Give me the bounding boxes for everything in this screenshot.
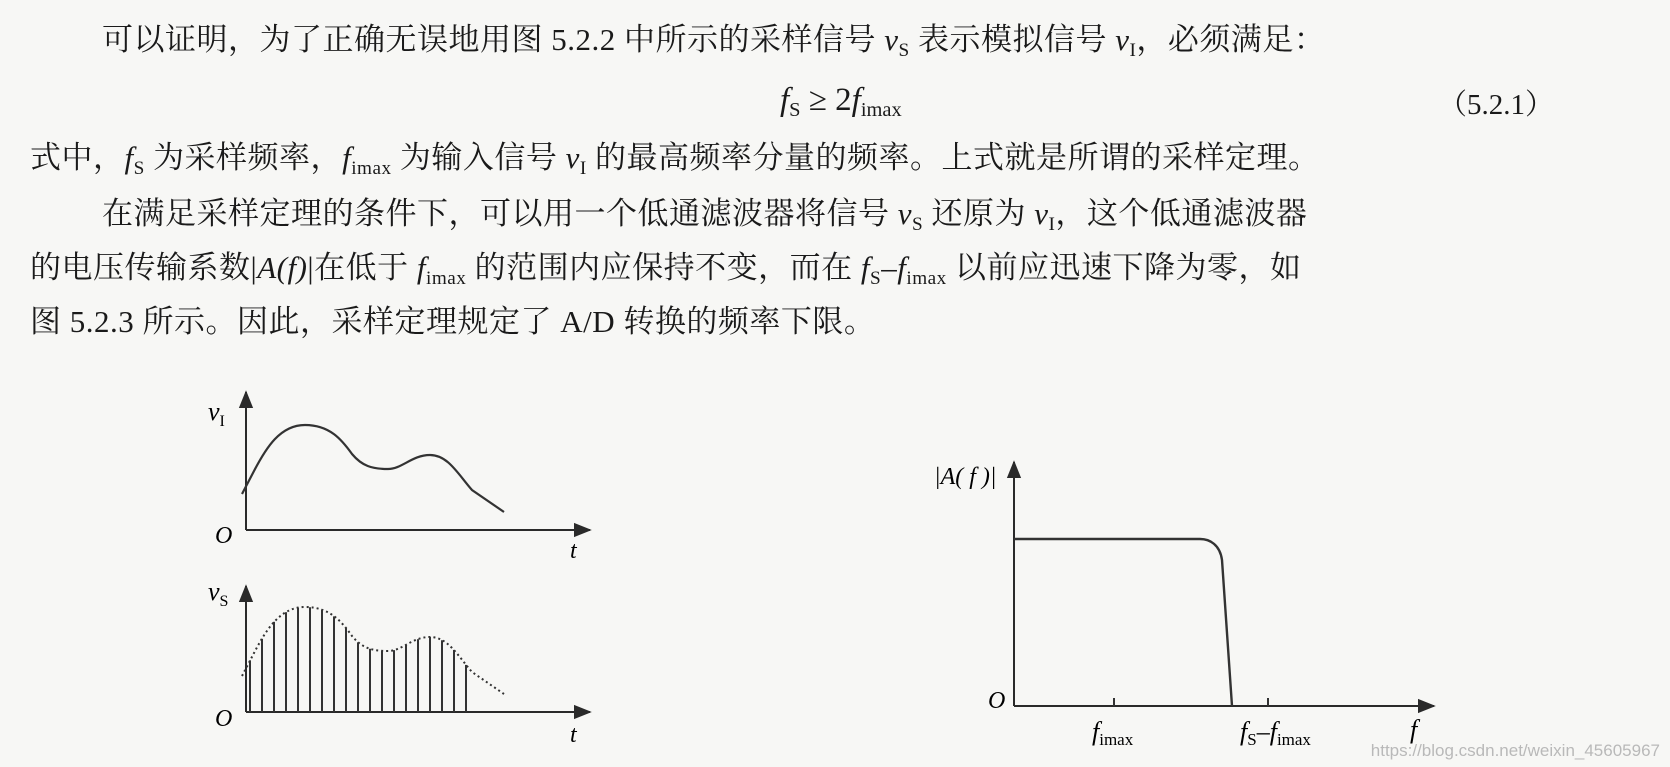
filter-ylabel: |A( f )| (934, 464, 997, 490)
paragraph-3-line-2: 的电压传输系数|A(f)|在低于 $f_{imax}$ 的范围内应保持不变，而在 $f_S-f_{imax}$ 以前应迅速下降为零，如 (30, 250, 1302, 289)
sampled-envelope-dotted (242, 607, 504, 694)
bottom-origin-label: O (215, 706, 233, 732)
equation-number: （5.2.1） (1438, 89, 1555, 121)
filter-xlabel: f (1410, 715, 1418, 744)
filter-origin-label: O (988, 688, 1006, 714)
watermark: https://blog.csdn.net/weixin_45605967 (1370, 741, 1660, 760)
paragraph-2: 式中，$f_S$ 为采样频率，$f_{imax}$ 为输入信号 $v_I$ 的最高频率分量的频率。上式就是所谓的采样定理。 (30, 140, 1320, 179)
paragraph-1: 可以证明，为了正确无误地用图 5.2.2 中所示的采样信号 $v_S$ 表示模拟信号 $v_I$，必须满足： (102, 22, 1326, 61)
analog-signal-curve (242, 425, 504, 512)
filter-response-curve (1014, 539, 1232, 706)
top-ylabel: $v_I$ (208, 397, 225, 430)
sampling-theorem-formula: $f_S \ge 2f_{imax}$ (780, 82, 902, 122)
sample-bars (250, 607, 466, 712)
paragraph-3-line-1: 在满足采样定理的条件下，可以用一个低通滤波器将信号 $v_S$ 还原为 $v_I$，这个低通滤波器 (102, 196, 1308, 235)
paragraph-3-line-3: 图 5.2.3 所示。因此，采样定理规定了 A/D 转换的频率下限。 (30, 304, 876, 339)
bottom-ylabel: $v_S$ (208, 577, 229, 610)
bottom-xlabel: t (570, 722, 577, 748)
tick-label-fimax: fimax (1092, 717, 1134, 749)
tick-label-fs-minus-fimax: fS–fimax (1240, 717, 1311, 749)
top-origin-label: O (215, 523, 233, 549)
top-xlabel: t (570, 538, 577, 564)
